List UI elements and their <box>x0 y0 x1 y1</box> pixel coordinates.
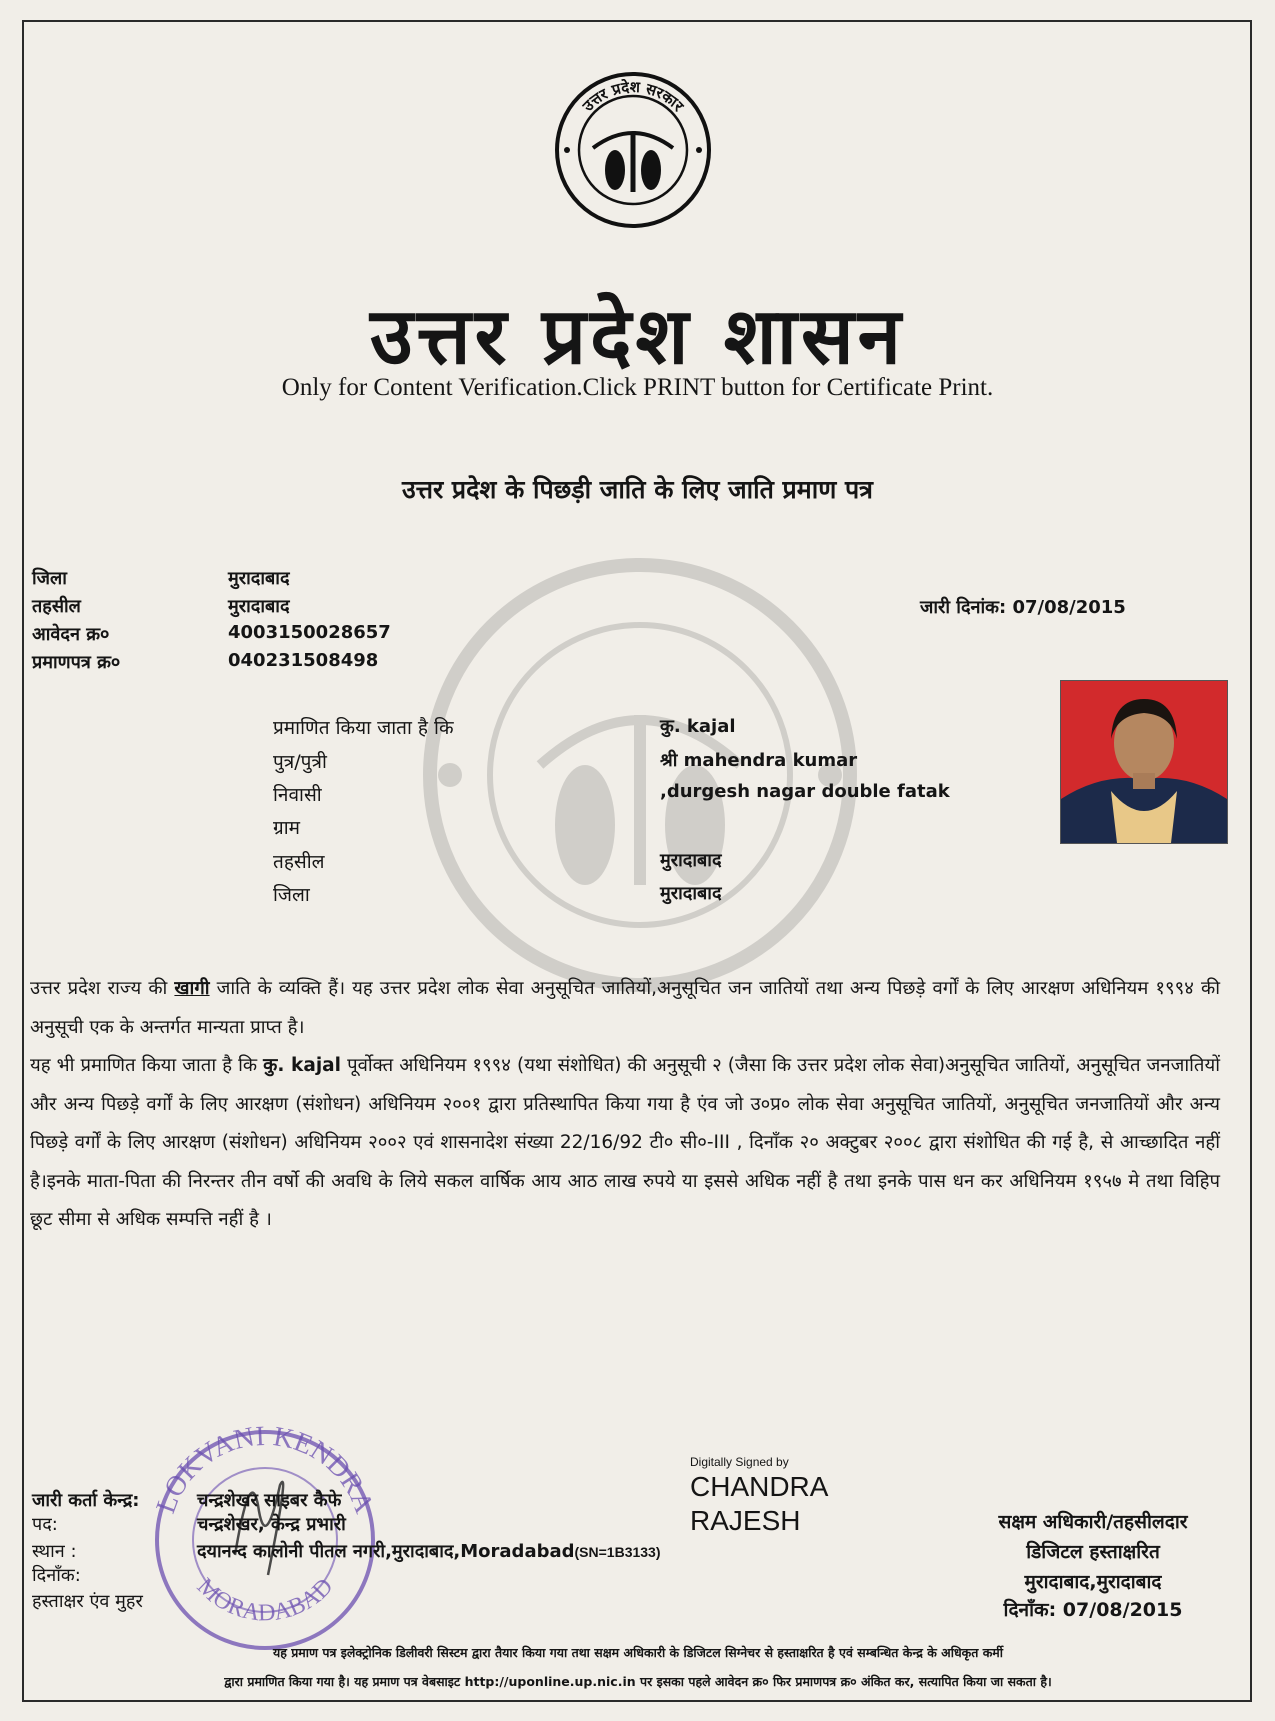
body-p2-name: कु. kajal <box>263 1055 341 1076</box>
officer-title: सक्षम अधिकारी/तहसीलदार <box>998 1511 1188 1533</box>
verification-notice: Only for Content Verification.Click PRINT button for Certificate Print. <box>281 374 994 401</box>
certificate-body <box>30 970 1220 1240</box>
issuer-place-text: दयानन्द कालोनी पीतल नगरी,मुरादाबाद,Moradabad <box>197 1541 575 1562</box>
body-p1-pre: उत्तर प्रदेश राज्य की <box>30 978 175 999</box>
tehsil-label: तहसील <box>32 596 81 617</box>
field-value-parent: श्री mahendra kumar <box>660 750 858 771</box>
caste-name: खागी <box>174 978 210 999</box>
signature-serial: (SN=1B3133) <box>574 1544 661 1560</box>
application-no-value: 4003150028657 <box>228 622 391 643</box>
signer-name-line1: CHANDRA <box>690 1471 829 1502</box>
svg-text:MORADABAD <box>192 1573 339 1626</box>
certificate-title: उत्तर प्रदेश के पिछड़ी जाति के लिए जाति प्रमाण पत्र <box>402 475 873 504</box>
officer-date: दिनाँक: 07/08/2015 <box>1003 1599 1183 1621</box>
digital-signature-caption: Digitally Signed by <box>690 1455 789 1469</box>
certificate-no-value: 040231508498 <box>228 650 379 671</box>
issuer-center-value: चन्द्रशेखर साइबर कैफे <box>197 1490 342 1511</box>
field-label-certified: प्रमाणित किया जाता है कि <box>273 717 454 739</box>
issuer-place-label: स्थान : <box>32 1541 77 1562</box>
main-title: उत्तर प्रदेश शासन <box>370 292 905 382</box>
body-p2-post: पूर्वोक्त अधिनियम १९९४ (यथा संशोधित) की अनुसूची २ (जैसा कि उत्तर प्रदेश लोक सेवा)अनुसूचित जातियों, अनुसूचित जनजातियों और अन्य पिछड़े वर्गों के लिए आरक्षण (संशोधन) अधिनियम २००१ द्वारा प्रतिस्थापित किया गया है एंव जो उ०प्र० लोक सेवा अनुसूचित जातियों, अनुसूचित जनजातियों और अन्य पिछड़े वर्गों के लिए आरक्षण (संशोधन) अधिनियम २००२ एवं शासनादेश संख्या 22/16/92 टी० सी०-III , दिनाँक २० अक्टुबर २००८ द्वारा संशोधित की गई है, से आच्छादित नहीं है।इनके माता-पिता की निरन्तर तीन वर्षो की अवधि के लिये सकल वार्षिक आय आठ लाख रुपये या इससे अधिक नहीं है तथा इनके पास धन कर अधिनियम १९५७ मे तथा विहिप छूट सीमा से अधिक सम्पत्ति नहीं है । <box>30 1055 1220 1230</box>
officer-location: मुरादाबाद,मुरादाबाद <box>1024 1571 1162 1593</box>
issuer-post-label: पद: <box>32 1514 58 1535</box>
emblem-text: उत्तर प्रदेश सरकार <box>578 77 688 115</box>
issuer-post-value: चन्द्रशेखर, केन्द्र प्रभारी <box>197 1514 346 1535</box>
district-value: मुरादाबाद <box>228 568 290 589</box>
applicant-portrait-icon <box>1061 681 1227 843</box>
footer-line-2: द्वारा प्रमाणित किया गया है। यह प्रमाण पत्र वेबसाइट http://uponline.up.nic.in पर इसका पहले आवेदन क्र० फिर प्रमाणपत्र क्र० अंकित कर, सत्यापित किया जा सकता है। <box>224 1674 1052 1689</box>
body-paragraph-2 <box>30 1047 1220 1240</box>
officer-block <box>943 1508 1243 1622</box>
tehsil-value: मुरादाबाद <box>228 596 290 617</box>
field-label-district: जिला <box>273 884 310 906</box>
issuer-sign-label: हस्ताक्षर एंव मुहर <box>32 1591 143 1612</box>
certificate-no-label: प्रमाणपत्र क्र० <box>32 652 121 673</box>
field-value-name: कु. kajal <box>660 716 736 737</box>
field-value-tehsil: मुरादाबाद <box>660 850 722 871</box>
field-value-address: ,durgesh nagar double fatak <box>660 781 950 802</box>
field-label-tehsil: तहसील <box>273 851 325 873</box>
applicant-photo <box>1060 680 1228 844</box>
officer-digital-signed: डिजिटल हस्ताक्षरित <box>1026 1541 1160 1563</box>
watermark-emblem-icon <box>420 555 860 995</box>
application-no-label: आवेदन क्र० <box>32 624 110 645</box>
field-value-district: मुरादाबाद <box>660 883 722 904</box>
issue-date: जारी दिनांक: 07/08/2015 <box>920 597 1126 618</box>
body-paragraph-1 <box>30 970 1220 1047</box>
certificate-footer <box>28 1638 1248 1696</box>
field-label-resident: निवासी <box>273 784 322 806</box>
field-label-village: ग्राम <box>273 817 300 839</box>
signer-name-line2: RAJESH <box>690 1505 801 1536</box>
issuer-center-label: जारी कर्ता केन्द्र: <box>32 1490 140 1511</box>
issuer-date-label: दिनाँक: <box>32 1565 81 1586</box>
body-p1-post: जाति के व्यक्ति हैं। यह उत्तर प्रदेश लोक सेवा अनुसूचित जातियों,अनुसूचित जन जातियों तथा अन्य पिछड़े वर्गों के लिए आरक्षण अधिनियम १९९४ की अनुसूची एक के अन्तर्गत मान्यता प्राप्त है। <box>30 978 1220 1038</box>
up-government-emblem-icon <box>553 70 713 230</box>
district-label: जिला <box>32 568 67 589</box>
field-label-son-daughter: पुत्र/पुत्री <box>273 751 327 773</box>
stamp-bottom-text: MORADABAD <box>191 1573 339 1627</box>
footer-line-1: यह प्रमाण पत्र इलेक्ट्रोनिक डिलीवरी सिस्टम द्वारा तैयार किया गया तथा सक्षम अधिकारी के डिजिटल सिग्नेचर से हस्ताक्षरित है एवं सम्बन्धित केन्द्र के अधिकृत कर्मी <box>272 1645 1004 1660</box>
body-p2-pre: यह भी प्रमाणित किया जाता है कि <box>30 1055 264 1076</box>
stamp-top-text: LOKVANI KENDRA <box>150 1425 380 1518</box>
issuer-place-value <box>197 1539 661 1563</box>
